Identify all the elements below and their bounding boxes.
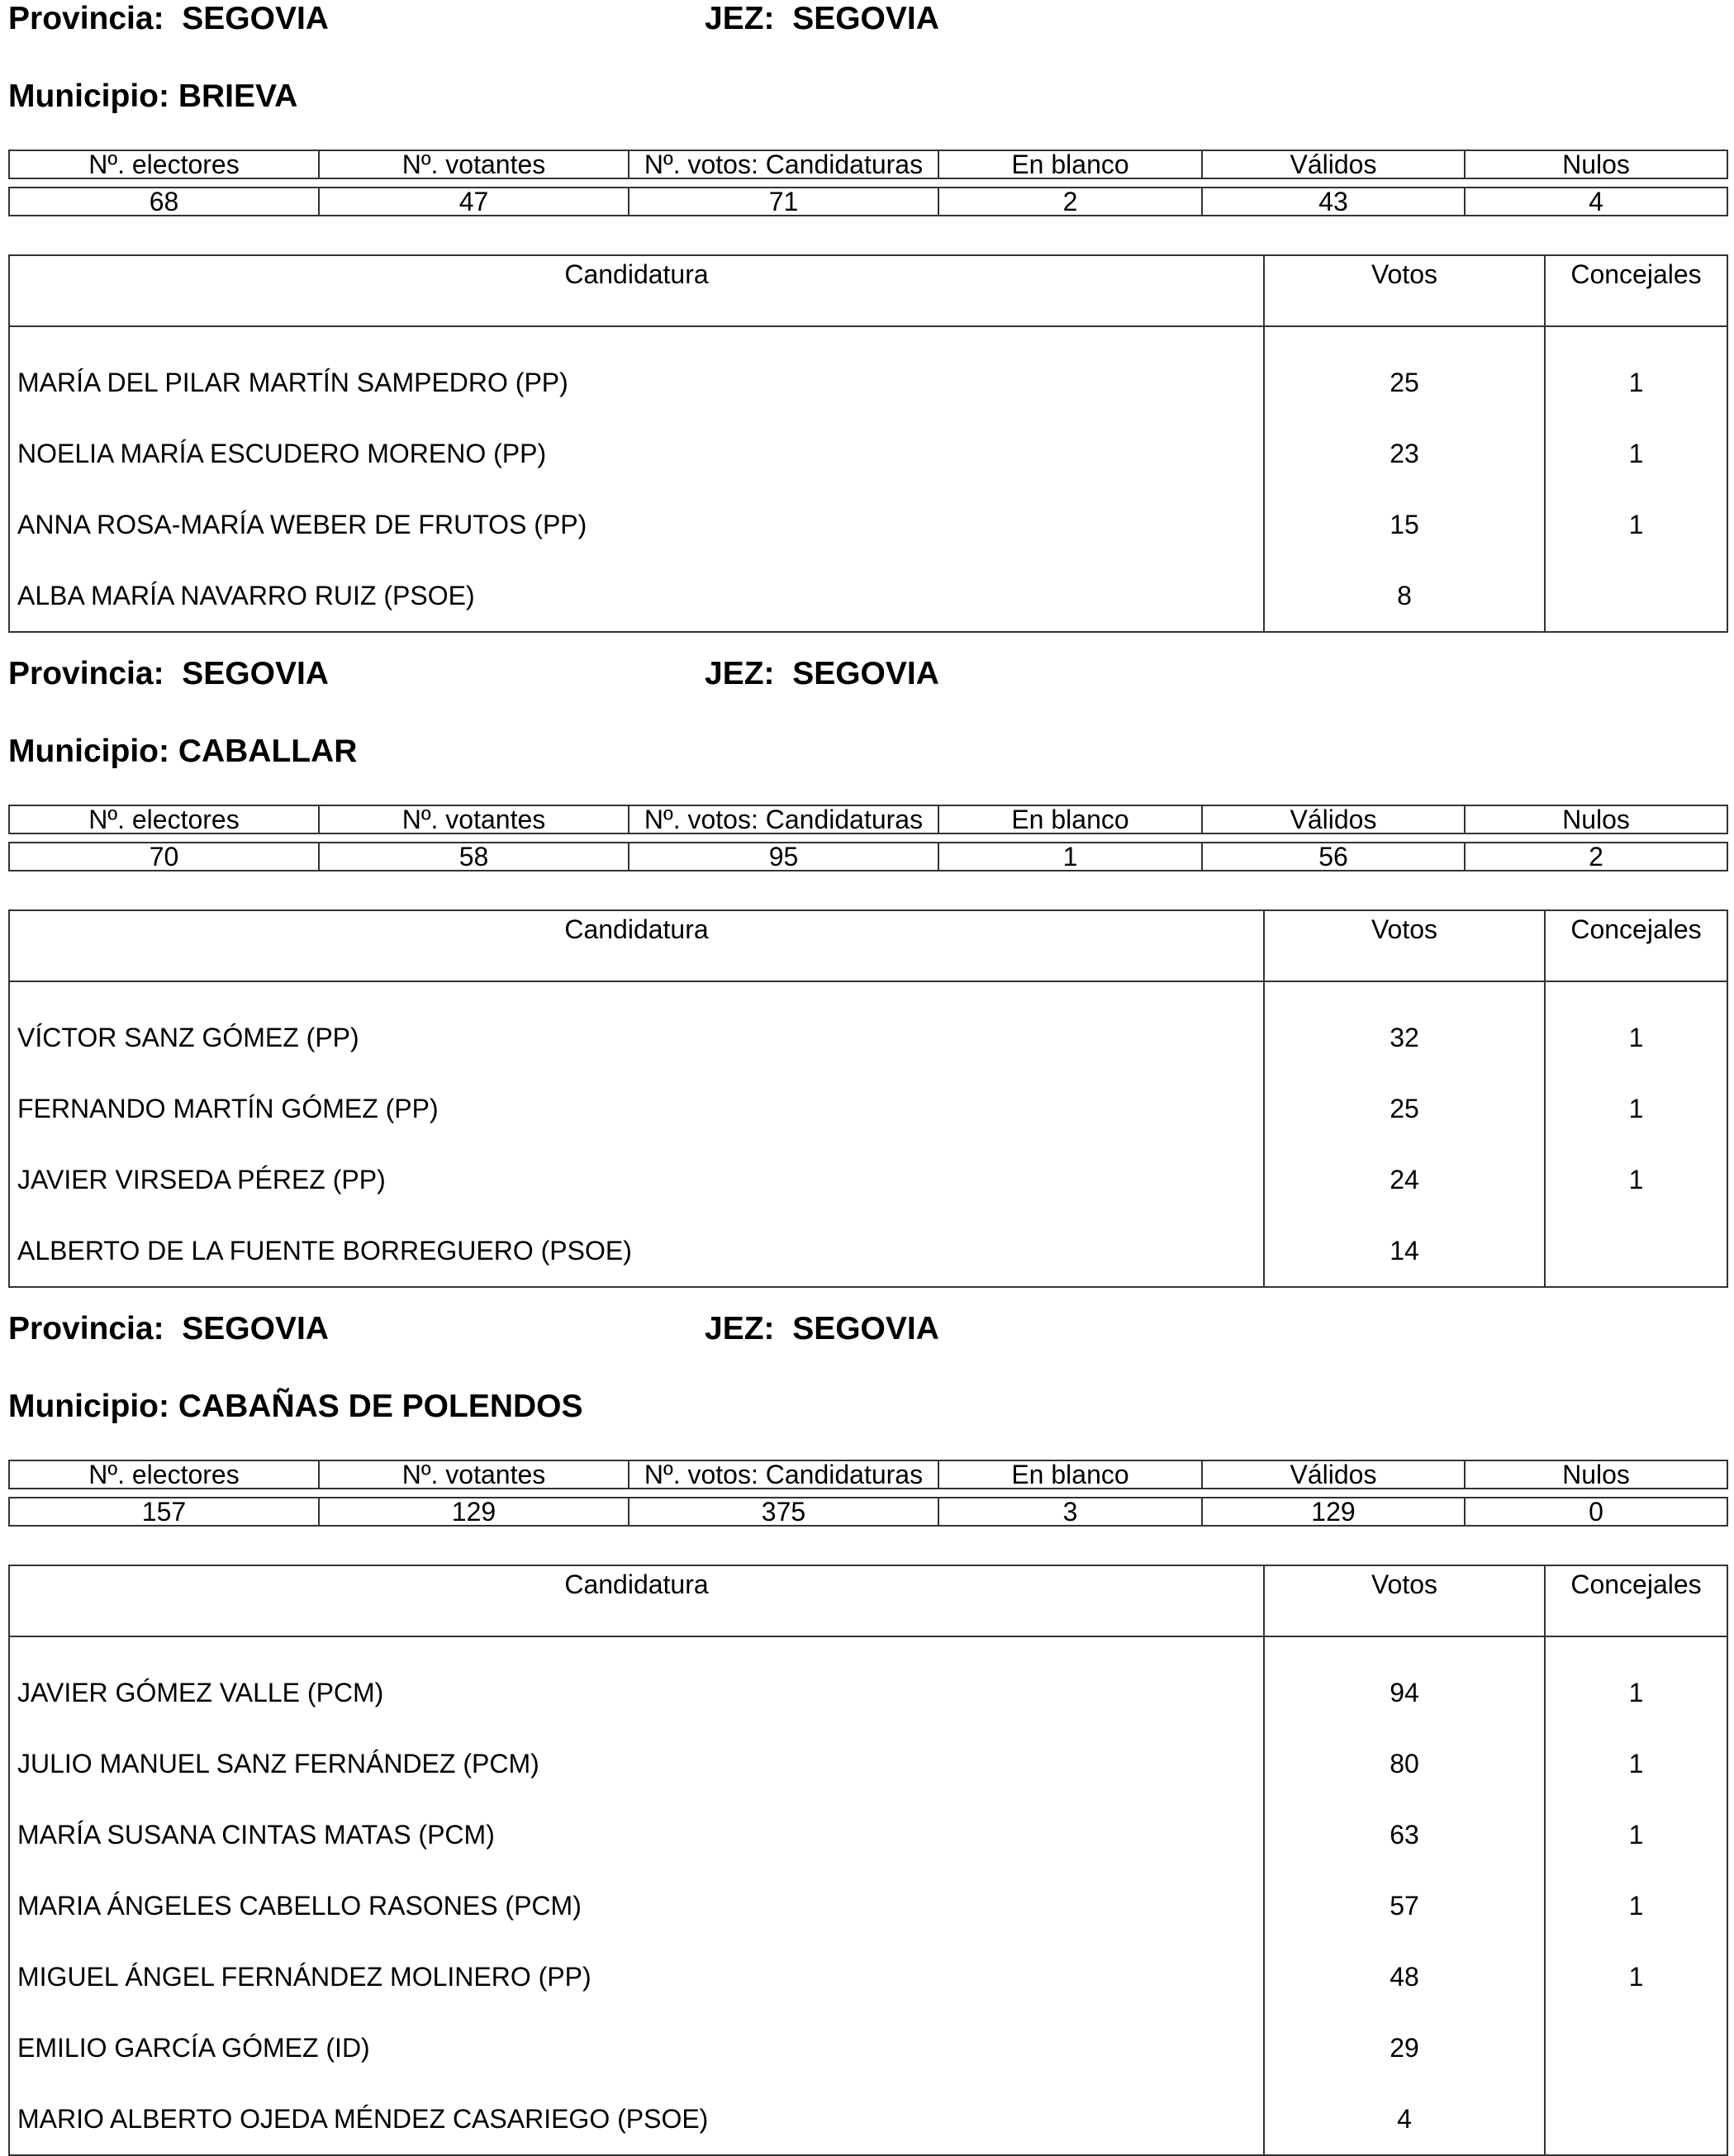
- stats-header-cell: Nº. electores: [9, 1460, 319, 1489]
- provincia-heading: [8, 0, 329, 38]
- candidate-votes: 4: [1264, 2083, 1545, 2155]
- candidate-votes: 8: [1264, 560, 1545, 632]
- stats-value-cell: 70: [9, 843, 319, 871]
- municipio-heading: [8, 78, 297, 116]
- candidate-row: [9, 1073, 1727, 1144]
- candidates-header-row: [9, 255, 1727, 326]
- jez-label: JEZ:: [705, 656, 775, 691]
- municipio-heading: [8, 733, 357, 771]
- stats-header-row: [9, 150, 1727, 178]
- stats-value-cell: 58: [319, 843, 629, 871]
- candidate-row: [9, 1870, 1727, 1941]
- candidate-name: MARÍA DEL PILAR MARTÍN SAMPEDRO (PP): [9, 326, 1264, 418]
- candidate-row: [9, 1144, 1727, 1215]
- candidate-name: NOELIA MARÍA ESCUDERO MORENO (PP): [9, 418, 1264, 489]
- candidates-header-cell: Candidatura: [9, 910, 1264, 981]
- candidate-concejales: 1: [1545, 489, 1727, 560]
- candidate-concejales: [1545, 1215, 1727, 1287]
- stats-value-cell: 375: [629, 1498, 938, 1526]
- provincia-value: SEGOVIA: [182, 1, 329, 36]
- stats-value-cell: 43: [1202, 188, 1465, 216]
- stats-value-cell: 157: [9, 1498, 319, 1526]
- candidate-votes: 25: [1264, 1073, 1545, 1144]
- jez-label: JEZ:: [705, 1, 775, 36]
- candidate-name: JULIO MANUEL SANZ FERNÁNDEZ (PCM): [9, 1728, 1264, 1799]
- candidate-concejales: 1: [1545, 981, 1727, 1073]
- candidate-concejales: 1: [1545, 1870, 1727, 1941]
- stats-header-cell: Válidos: [1202, 1460, 1465, 1489]
- stats-header-cell: En blanco: [938, 1460, 1202, 1489]
- stats-header-cell: Nº. votos: Candidaturas: [629, 1460, 938, 1489]
- stats-value-cell: 0: [1465, 1498, 1727, 1526]
- candidates-header-cell: Concejales: [1545, 1565, 1727, 1636]
- stats-value-cell: 47: [319, 188, 629, 216]
- stats-value-cell: 2: [1465, 843, 1727, 871]
- municipio-heading: [8, 1388, 583, 1426]
- candidate-votes: 48: [1264, 1941, 1545, 2012]
- candidate-row: [9, 1728, 1727, 1799]
- candidates-header-cell: Votos: [1264, 910, 1545, 981]
- candidate-name: MARIA ÁNGELES CABELLO RASONES (PCM): [9, 1870, 1264, 1941]
- candidate-row: [9, 326, 1727, 418]
- stats-value-row: [9, 188, 1727, 216]
- candidate-concejales: [1545, 2083, 1727, 2155]
- candidate-row: [9, 489, 1727, 560]
- municipio-label: Municipio:: [8, 734, 169, 769]
- stats-value-cell: 129: [319, 1498, 629, 1526]
- stats-header-row: [9, 805, 1727, 833]
- candidate-votes: 80: [1264, 1728, 1545, 1799]
- candidate-row: [9, 560, 1727, 632]
- stats-value-row: [9, 1498, 1727, 1526]
- candidate-concejales: 1: [1545, 1073, 1727, 1144]
- stats-header-cell: En blanco: [938, 805, 1202, 833]
- candidate-row: [9, 2012, 1727, 2083]
- candidates-header-row: [9, 1565, 1727, 1636]
- stats-header-cell: Válidos: [1202, 150, 1465, 178]
- candidates-header-cell: Votos: [1264, 255, 1545, 326]
- stats-value-cell: 71: [629, 188, 938, 216]
- candidate-name: FERNANDO MARTÍN GÓMEZ (PP): [9, 1073, 1264, 1144]
- jez-value: SEGOVIA: [792, 1311, 939, 1346]
- stats-header-cell: Nº. votos: Candidaturas: [629, 805, 938, 833]
- candidate-concejales: [1545, 560, 1727, 632]
- candidate-votes: 29: [1264, 2012, 1545, 2083]
- candidate-row: [9, 1799, 1727, 1870]
- candidate-votes: 24: [1264, 1144, 1545, 1215]
- stats-value-cell: 95: [629, 843, 938, 871]
- candidate-votes: 14: [1264, 1215, 1545, 1287]
- candidate-concejales: [1545, 2012, 1727, 2083]
- stats-table: [8, 1460, 1728, 1527]
- candidate-votes: 23: [1264, 418, 1545, 489]
- candidate-concejales: 1: [1545, 1941, 1727, 2012]
- candidates-header-cell: Candidatura: [9, 1565, 1264, 1636]
- candidate-name: JAVIER VIRSEDA PÉREZ (PP): [9, 1144, 1264, 1215]
- candidate-name: MARIO ALBERTO OJEDA MÉNDEZ CASARIEGO (PSOE): [9, 2083, 1264, 2155]
- stats-value-row: [9, 843, 1727, 871]
- provincia-value: SEGOVIA: [182, 656, 329, 691]
- provincia-label: Provincia:: [8, 1, 164, 36]
- candidate-concejales: 1: [1545, 1636, 1727, 1728]
- candidates-header-cell: Candidatura: [9, 255, 1264, 326]
- stats-header-cell: Nº. electores: [9, 805, 319, 833]
- candidate-votes: 94: [1264, 1636, 1545, 1728]
- candidate-name: MARÍA SUSANA CINTAS MATAS (PCM): [9, 1799, 1264, 1870]
- candidate-concejales: 1: [1545, 1144, 1727, 1215]
- jez-value: SEGOVIA: [792, 1, 939, 36]
- candidates-header-cell: Concejales: [1545, 910, 1727, 981]
- stats-header-cell: Nº. votos: Candidaturas: [629, 150, 938, 178]
- provincia-label: Provincia:: [8, 656, 164, 691]
- candidate-row: [9, 1636, 1727, 1728]
- stats-table: [8, 805, 1728, 871]
- provincia-heading: [8, 655, 329, 693]
- candidate-row: [9, 1941, 1727, 2012]
- jez-value: SEGOVIA: [792, 656, 939, 691]
- stats-header-cell: Nulos: [1465, 150, 1727, 178]
- stats-header-cell: Nº. electores: [9, 150, 319, 178]
- municipio-value: CABALLAR: [178, 734, 358, 769]
- candidates-header-cell: Concejales: [1545, 255, 1727, 326]
- stats-value-cell: 3: [938, 1498, 1202, 1526]
- jez-heading: [705, 0, 939, 38]
- candidate-votes: 25: [1264, 326, 1545, 418]
- stats-value-cell: 2: [938, 188, 1202, 216]
- candidate-name: ALBERTO DE LA FUENTE BORREGUERO (PSOE): [9, 1215, 1264, 1287]
- provincia-heading: [8, 1310, 329, 1348]
- candidate-votes: 63: [1264, 1799, 1545, 1870]
- provincia-value: SEGOVIA: [182, 1311, 329, 1346]
- stats-header-row: [9, 1460, 1727, 1489]
- municipio-value: BRIEVA: [178, 78, 298, 114]
- candidate-concejales: 1: [1545, 418, 1727, 489]
- candidate-name: JAVIER GÓMEZ VALLE (PCM): [9, 1636, 1264, 1728]
- candidate-name: EMILIO GARCÍA GÓMEZ (ID): [9, 2012, 1264, 2083]
- candidate-name: ANNA ROSA-MARÍA WEBER DE FRUTOS (PP): [9, 489, 1264, 560]
- candidate-row: [9, 418, 1727, 489]
- jez-label: JEZ:: [705, 1311, 775, 1346]
- provincia-label: Provincia:: [8, 1311, 164, 1346]
- municipio-label: Municipio:: [8, 78, 169, 114]
- jez-heading: [705, 1310, 939, 1348]
- candidate-concejales: 1: [1545, 1799, 1727, 1870]
- candidates-table: [8, 1565, 1728, 2156]
- candidates-header-cell: Votos: [1264, 1565, 1545, 1636]
- stats-header-cell: Nulos: [1465, 805, 1727, 833]
- candidate-name: VÍCTOR SANZ GÓMEZ (PP): [9, 981, 1264, 1073]
- candidate-votes: 32: [1264, 981, 1545, 1073]
- stats-header-cell: Nº. votantes: [319, 805, 629, 833]
- candidates-table: [8, 909, 1728, 1288]
- stats-value-cell: 1: [938, 843, 1202, 871]
- stats-header-cell: Nulos: [1465, 1460, 1727, 1489]
- stats-table: [8, 150, 1728, 216]
- municipio-label: Municipio:: [8, 1389, 169, 1424]
- stats-header-cell: En blanco: [938, 150, 1202, 178]
- jez-heading: [705, 655, 939, 693]
- candidate-name: MIGUEL ÁNGEL FERNÁNDEZ MOLINERO (PP): [9, 1941, 1264, 2012]
- stats-value-cell: 4: [1465, 188, 1727, 216]
- candidates-header-row: [9, 910, 1727, 981]
- candidate-votes: 15: [1264, 489, 1545, 560]
- stats-header-cell: Válidos: [1202, 805, 1465, 833]
- candidate-concejales: 1: [1545, 326, 1727, 418]
- stats-header-cell: Nº. votantes: [319, 1460, 629, 1489]
- candidates-table: [8, 254, 1728, 633]
- stats-value-cell: 68: [9, 188, 319, 216]
- candidate-concejales: 1: [1545, 1728, 1727, 1799]
- stats-value-cell: 129: [1202, 1498, 1465, 1526]
- candidate-row: [9, 981, 1727, 1073]
- stats-header-cell: Nº. votantes: [319, 150, 629, 178]
- stats-value-cell: 56: [1202, 843, 1465, 871]
- candidate-row: [9, 2083, 1727, 2155]
- candidate-name: ALBA MARÍA NAVARRO RUIZ (PSOE): [9, 560, 1264, 632]
- candidate-row: [9, 1215, 1727, 1287]
- candidate-votes: 57: [1264, 1870, 1545, 1941]
- municipio-value: CABAÑAS DE POLENDOS: [178, 1389, 583, 1424]
